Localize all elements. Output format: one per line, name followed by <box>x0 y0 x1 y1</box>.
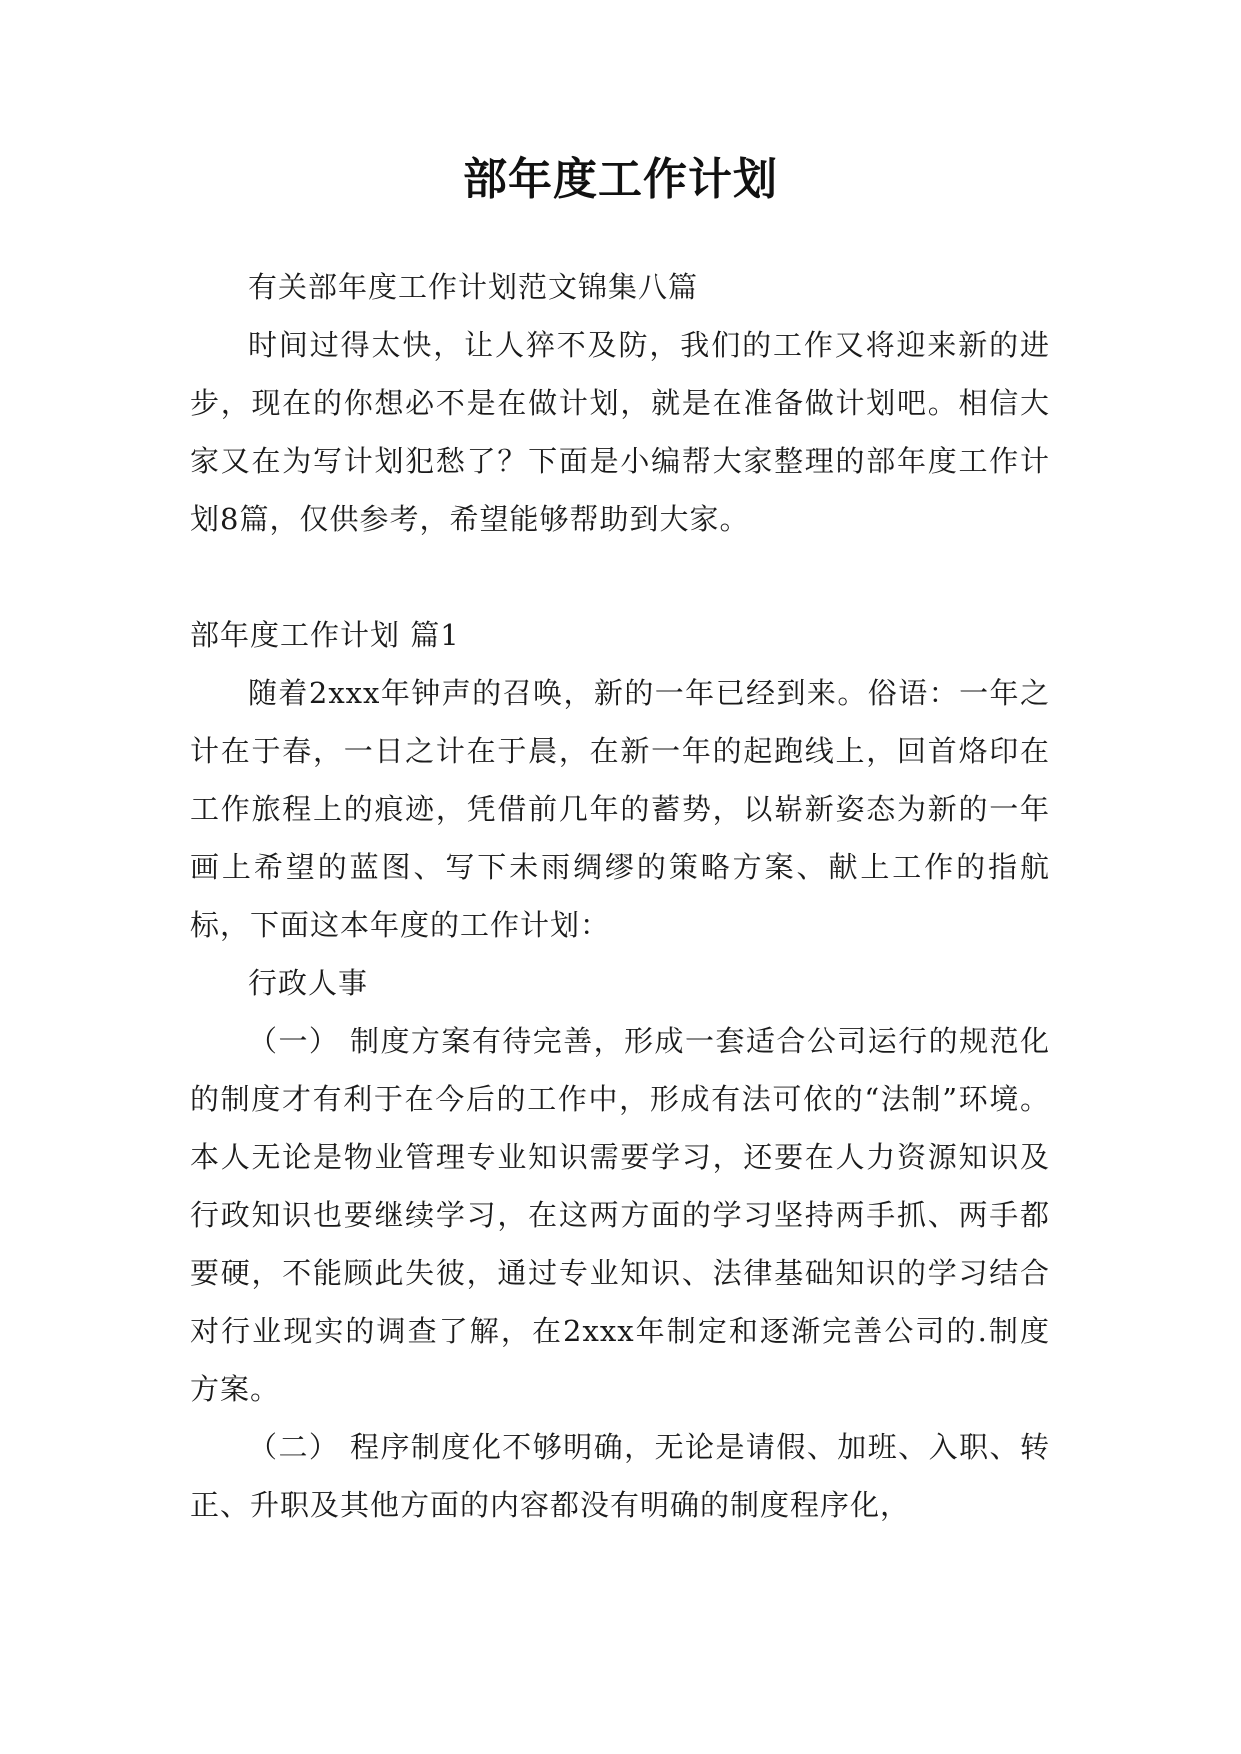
section-paragraph-3: （二） 程序制度化不够明确，无论是请假、加班、入职、转正、升职及其他方面的内容都没有明确的制度程序化， <box>190 1430 1050 1522</box>
section-heading: 部年度工作计划 篇1 <box>190 618 460 652</box>
subsection-heading: 行政人事 <box>248 966 369 1000</box>
section-paragraph-1: 随着2xxx年钟声的召唤，新的一年已经到来。俗语：一年之计在于春，一日之计在于晨，在新一年的起跑线上，回首烙印在工作旅程上的痕迹，凭借前几年的蓄势，以崭新姿态为新的一年画上希望的蓝图、写下未雨绸缪的策略方案、献上工作的指航标，下面这本年度的工作计划： <box>190 676 1050 942</box>
paragraph-gap <box>190 548 1050 606</box>
document-title: 部年度工作计划 <box>463 154 778 205</box>
intro-paragraph: 时间过得太快，让人猝不及防，我们的工作又将迎来新的进步，现在的你想必不是在做计划，就是在准备做计划吧。相信大家又在为写计划犯愁了？下面是小编帮大家整理的部年度工作计划8篇，仅供参考，希望能够帮助到大家。 <box>190 328 1050 536</box>
document-body <box>190 258 1050 1534</box>
section-paragraph-2: （一） 制度方案有待完善，形成一套适合公司运行的规范化的制度才有利于在今后的工作中，形成有法可依的“法制”环境。本人无论是物业管理专业知识需要学习，还要在人力资源知识及行政知识也要继续学习，在这两方面的学习坚持两手抓、两手都要硬，不能顾此失彼，通过专业知识、法律基础知识的学习结合对行业现实的调查了解，在2xxx年制定和逐渐完善公司的.制度方案。 <box>190 1024 1050 1406</box>
intro-subtitle: 有关部年度工作计划范文锦集八篇 <box>248 270 699 304</box>
